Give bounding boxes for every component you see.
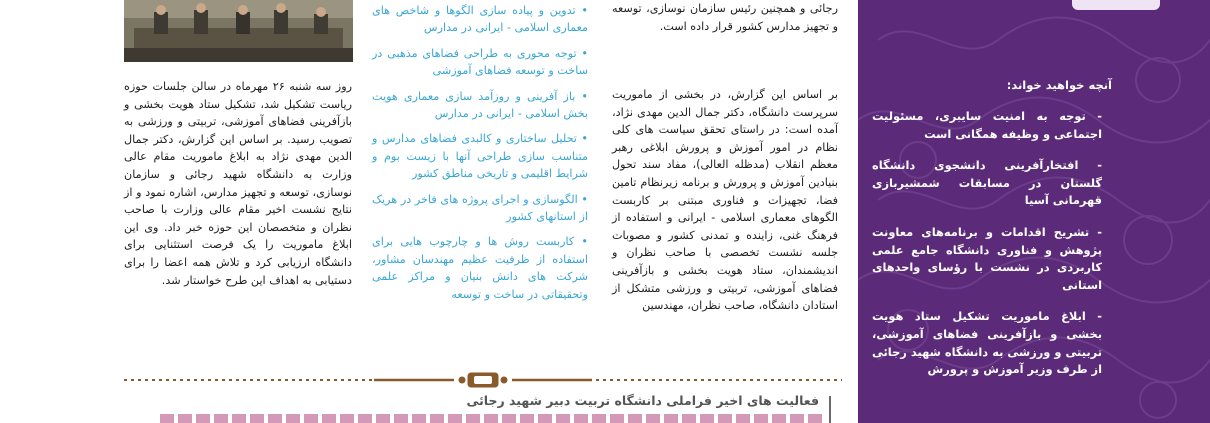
- article-right-top: [612, 0, 838, 56]
- article-left-column: [124, 78, 352, 360]
- article-left-text: روز سه شنبه ۲۶ مهرماه در سالن جلسات حوزه ریاست تشکیل شد، تشکیل ستاد هویت بخشی و بازآفرینی فضاهای آموزشی، تربیتی و ورزشی به تصویب رسید. بر اساس این گزارش، دکتر جمال الدین مهدی نژاد به ابلاغ ماموریت مقام عالی وزارت به دانشگاه شهید رجائی و سازمان نوسازی، توسعه و تجهیز مدارس، اشاره نمود و از نتایج نشست اخیر مقام عالی وزارت با صاحب نظران و متخصصان این حوزه خبر داد. وی این ابلاغ ماموریت را یک فرصت استثنایی برای دانشگاه ارزیابی کرد و تلاش همه اعضا را برای دستیابی به اهداف این طرح خواستار شد.: [124, 80, 352, 287]
- bullet-item: • الگوسازی و اجرای پروژه های فاخر در هریک از استانهای کشور: [372, 191, 588, 226]
- contents-heading: آنچه خواهید خواند:: [1006, 78, 1112, 92]
- footer-title: فعالیت های اخیر فراملی دانشگاه تربیت دبیر شهید رجائی: [466, 393, 819, 408]
- bullet-item: • باز آفرینی و روزآمد سازی معماری هویت بخش اسلامی - ایرانی در مدارس: [372, 88, 588, 123]
- contents-item[interactable]: - تشریح اقدامات و برنامه‌های معاونت پژوهش و فناوری دانشگاه جامع علمی کاربردی در نشست با رؤسای واحدهای استانی: [872, 224, 1102, 292]
- footer-rule: [829, 396, 831, 423]
- footer-subtitle-cut: [160, 414, 824, 423]
- meeting-photo: [124, 0, 353, 62]
- bullet-item: • تحلیل ساختاری و کالبدی فضاهای مدارس و متناسب سازی طراحی آنها با زیست بوم و شرایط اقلیمی و تاریخی مناطق کشور: [372, 130, 588, 182]
- contents-item[interactable]: - توجه به امنیت سایبری، مسئولیت اجتماعی و وظیفه همگانی است: [872, 109, 1102, 141]
- article-right-main: [612, 86, 838, 362]
- bullet-column: [372, 2, 588, 354]
- contents-item[interactable]: - افتخارآفرینی دانشجوی دانشگاه گلستان در مسابقات شمشیربازی قهرمانی آسیا: [872, 158, 1102, 208]
- contents-list: [872, 108, 1102, 393]
- sidebar-top-tab: [1072, 0, 1160, 10]
- ornamental-divider: [124, 372, 842, 388]
- bullet-item: • تدوین و پیاده سازی الگوها و شاخص های معماری اسلامی - ایرانی در مدارس: [372, 2, 588, 37]
- bullet-item: • کاربست روش ها و چارچوب هایی برای استفاده از ظرفیت عظیم مهندسان مشاور، شرکت های دانش بنیان و مراکز علمی وتحقیقاتی در ساخت و توسعه: [372, 233, 588, 303]
- contents-item[interactable]: - ابلاغ ماموریت تشکیل ستاد هویت بخشی و بازآفرینی فضاهای آموزشی، تربیتی و ورزشی به دانشگاه شهید رجائی از طرف وزیر آموزش و پرورش: [872, 309, 1102, 377]
- article-right-top-text: رجائی و همچنین رئیس سازمان نوسازی، توسعه و تجهیز مدارس کشور قرار داده است.: [612, 2, 838, 33]
- meeting-photo-image: [124, 0, 353, 62]
- bullet-item: • توجه محوری به طراحی فضاهای مذهبی در ساخت و توسعه فضاهای آموزشی: [372, 45, 588, 80]
- article-right-main-text: بر اساس این گزارش، در بخشی از ماموریت سرپرست دانشگاه، دکتر جمال الدین مهدی نژاد، آمده است: در راستای تحقق سیاست های کلی نظام در امور آموزش و پرورش ابلاغی رهبر معظم انقلاب (مدظله العالی)، مفاد سند تحول بنیادین آموزش و پرورش و برنامه زیرنظام تامین فضا، تجهیزات و فناوری مبتنی بر کاربست الگوهای معماری اسلامی - ایرانی و استفاده از فرهنگ غنی، زاینده و تمدنی کشور و مصوبات جلسه نشست تخصصی با صاحب نظران و اندیشمندان، ستاد هویت بخشی و بازآفرینی فضاهای آموزشی، تربیتی و ورزشی متشکل از استادان دانشگاه، صاحب نظران، مهندسین: [612, 88, 838, 313]
